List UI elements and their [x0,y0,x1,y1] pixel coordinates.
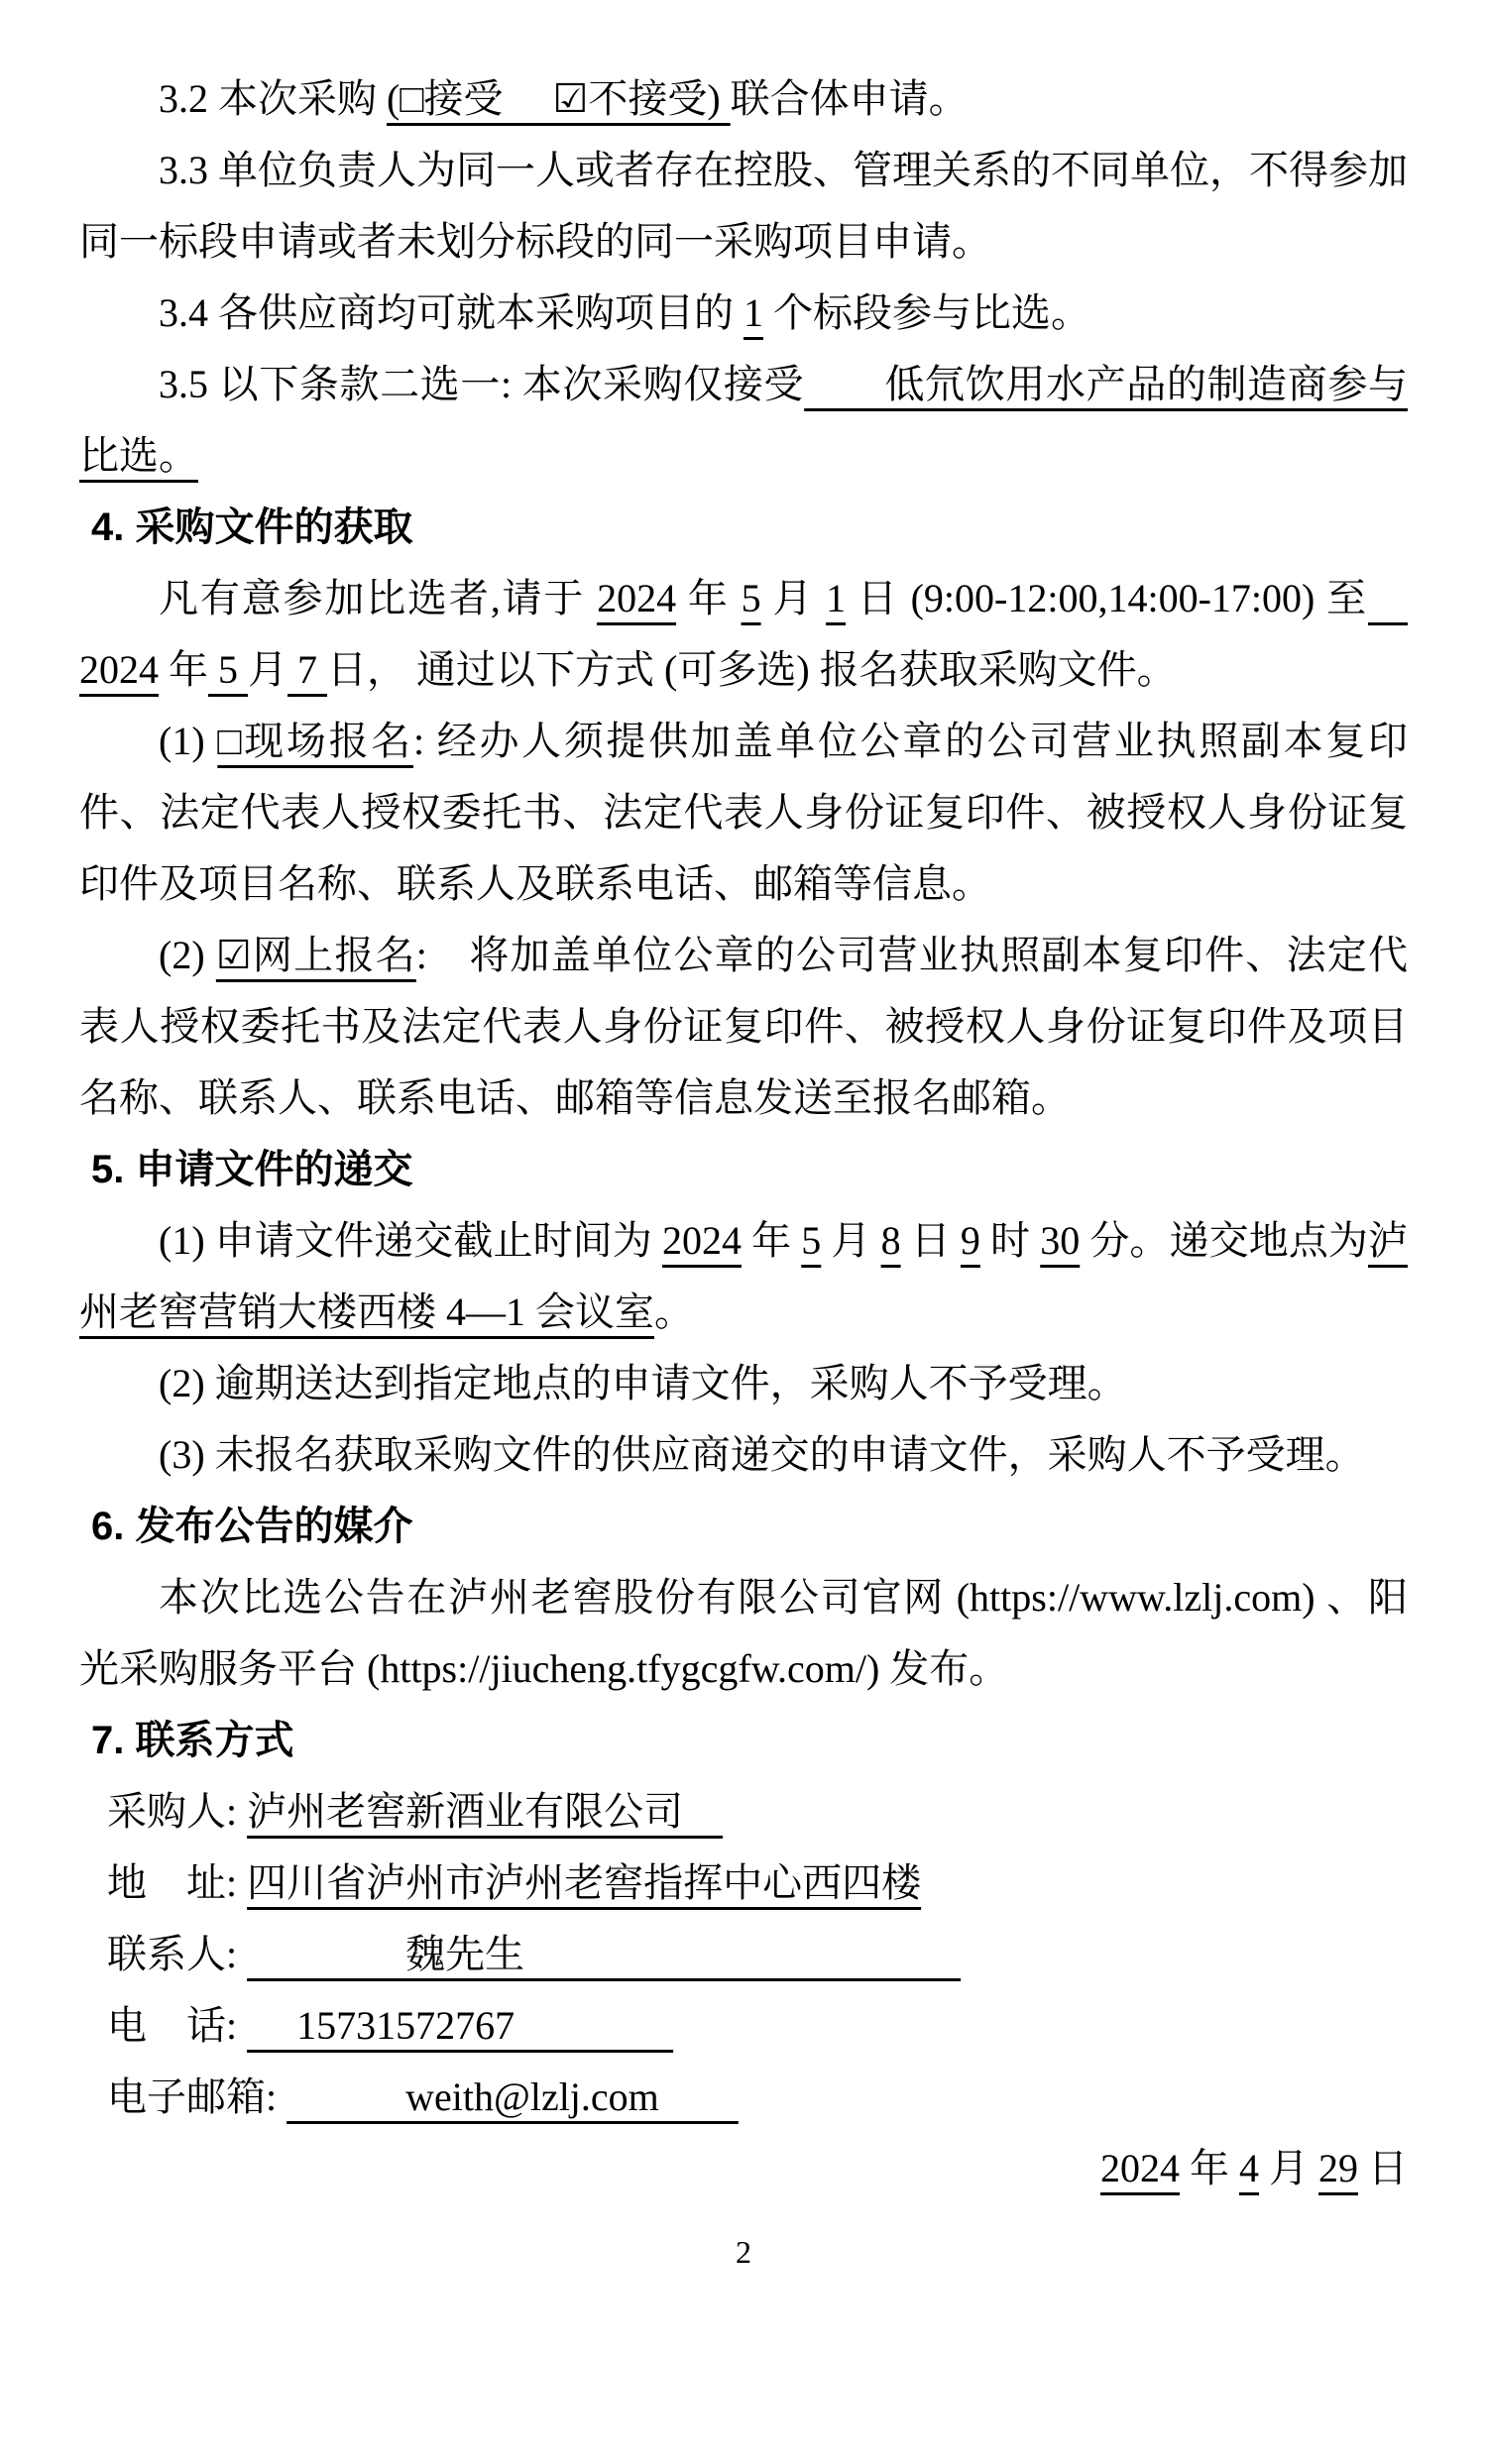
text: 分。递交地点为 [1080,1218,1369,1263]
underlined-text: 15731572767 [247,2003,674,2048]
para-5-item-3 [79,1419,1408,1491]
text: 采购人: [107,1789,248,1834]
text: (2) [159,933,216,977]
underlined-text: 低氘饮用水产品的制造商参与比选。 [79,362,1408,478]
heading-5 [79,1134,1408,1205]
heading-6 [79,1491,1408,1562]
text: 日， 通过以下方式 (可多选) 报名获取采购文件。 [327,647,1177,692]
text: 年 [741,1218,802,1263]
underlined-text: 7 [287,647,327,692]
text: 本次比选公告在泸州老窖股份有限公司官网 (https://www.lzlj.com) 、阳光采购服务平台 (https://jiucheng.tfygcgfw.com/) 发布。 [79,1575,1408,1691]
clause-3-5 [79,349,1408,492]
text: 个标段参与比选。 [763,290,1090,335]
underlined-text: 5 [741,576,761,620]
para-4-intro [79,563,1408,706]
text: 3.2 本次采购 [159,76,387,121]
underlined-text: 4 [1239,2146,1259,2190]
text: 月 [760,576,827,620]
text: 凡有意参加比选者,请于 [159,576,598,620]
clause-3-4 [79,278,1408,349]
underlined-text: 8 [880,1218,901,1263]
text: : 将加盖单位公章的公司营业执照副本复印件、法定代表人授权委托书及法定代表人身份证复印件、被授权人身份证复印件及项目名称、联系人、联系电话、邮箱等信息发送至报名邮箱。 [79,933,1408,1120]
heading-4 [79,492,1408,563]
text: 月 [248,647,287,692]
text: 时 [979,1218,1041,1263]
heading-7 [79,1705,1408,1776]
date-line [79,2133,1408,2204]
underlined-text: 1 [744,290,763,335]
text: 日 [900,1218,961,1263]
text: 6. 发布公告的媒介 [91,1505,413,1548]
text: 联系人: [107,1932,248,1976]
underlined-text: □现场报名 [217,719,413,763]
text: 电 话: [107,2003,248,2048]
contact-address [79,1848,1408,1919]
text: 电子邮箱: [107,2074,287,2119]
underlined-text: 30 [1040,1218,1081,1263]
text: 地 址: [107,1860,248,1905]
underlined-text: 2024 [597,576,677,620]
text: 年 [159,647,208,692]
underlined-text: 泸州老窖新酒业有限公司 [247,1789,724,1834]
underlined-text: ☑网上报名 [215,933,416,977]
text: 联合体申请。 [730,76,969,121]
text: (3) 未报名获取采购文件的供应商递交的申请文件，采购人不予受理。 [159,1432,1365,1477]
underlined-text: 四川省泸州市泸州老窖指挥中心西四楼 [247,1860,922,1905]
clause-3-3 [79,135,1408,278]
underlined-text: 2024 [661,1218,742,1263]
clause-3-2 [79,63,1408,135]
underlined-text: (□接受 ☑不接受) [387,76,731,121]
text: (1) 申请文件递交截止时间为 [159,1218,662,1263]
underlined-text: 5 [801,1218,822,1263]
underlined-text: 29 [1318,2146,1358,2190]
contact-purchaser [79,1776,1408,1848]
text: 7. 联系方式 [91,1719,294,1762]
contact-email [79,2062,1408,2133]
text: (2) 逾期送达到指定地点的申请文件，采购人不予受理。 [159,1361,1127,1405]
underlined-text: 2024 [1100,2146,1180,2190]
underlined-text: 泸州老窖营销大楼西楼 4—1 会议室 [79,1218,1409,1334]
text: 月 [821,1218,881,1263]
text: 5. 申请文件的递交 [91,1148,413,1191]
underlined-text: 2024 [79,576,1409,692]
text: 年 [676,576,742,620]
para-4-item-2 [79,920,1408,1134]
underlined-text: 魏先生 [247,1932,962,1976]
contact-phone [79,1990,1408,2062]
text: 3.3 单位负责人为同一人或者存在控股、管理关系的不同单位，不得参加同一标段申请或者未划分标段的同一采购项目申请。 [79,148,1408,264]
page-number: 2 [736,2234,751,2270]
para-4-item-1 [79,706,1408,920]
text: 年 [1180,2146,1239,2190]
text: 日 [1358,2146,1408,2190]
text: 月 [1259,2146,1318,2190]
underlined-text: 9 [960,1218,980,1263]
text: (1) [159,719,218,763]
para-6-intro [79,1562,1408,1705]
underlined-text: 1 [826,576,847,620]
text: 4. 采购文件的获取 [91,505,413,549]
para-5-item-1 [79,1205,1408,1348]
underlined-text: 5 [208,647,248,692]
contact-person [79,1919,1408,1990]
text: 3.4 各供应商均可就本采购项目的 [159,290,744,335]
text: 日 (9:00-12:00,14:00-17:00) 至 [846,576,1369,620]
text: 。 [654,1289,694,1334]
text: : 经办人须提供加盖单位公章的公司营业执照副本复印件、法定代表人授权委托书、法定代表人身份证复印件、被授权人身份证复印件及项目名称、联系人及联系电话、邮箱等信息。 [79,719,1408,906]
page-footer [0,2228,1487,2276]
para-5-item-2 [79,1348,1408,1419]
underlined-text: weith@lzlj.com [286,2074,739,2119]
text: 3.5 以下条款二选一: 本次采购仅接受 [159,362,805,406]
